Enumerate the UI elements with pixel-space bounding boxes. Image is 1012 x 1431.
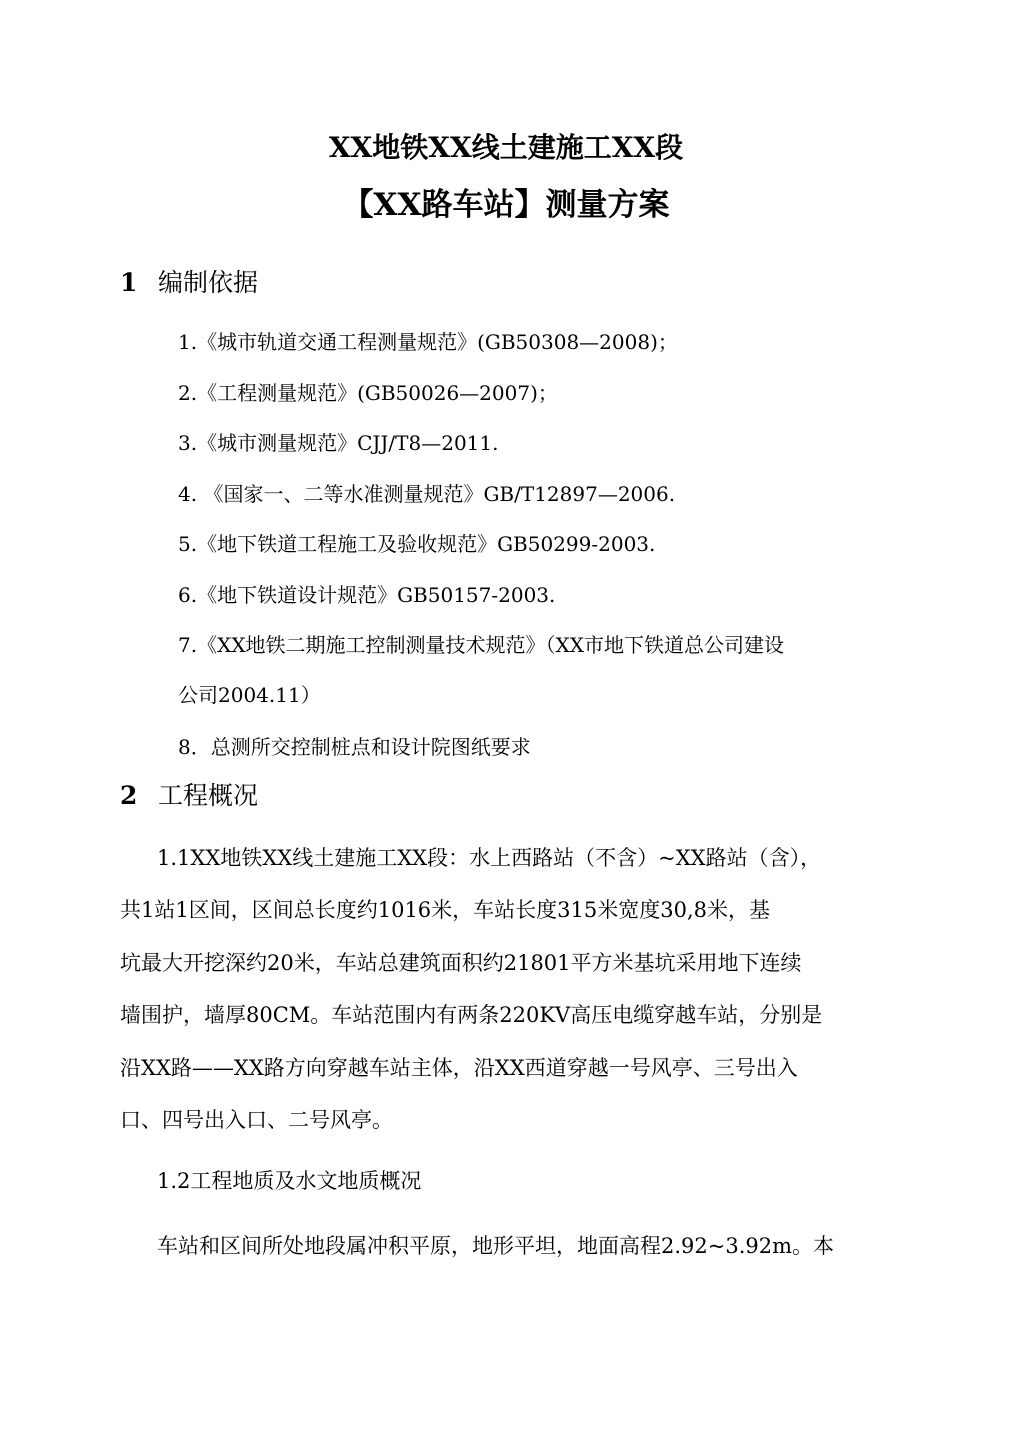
reference-item: 8．总测所交控制桩点和设计院图纸要求 <box>178 735 531 759</box>
reference-item: 4. 《国家一、二等水准测量规范》GB/T12897—2006. <box>178 482 676 506</box>
paragraph-line: 车站和区间所处地段属冲积平原，地形平坦，地面高程2.92~3.92m。本 <box>157 1234 835 1258</box>
reference-item: 1.《城市轨道交通工程测量规范》(GB50308—2008)； <box>178 330 678 354</box>
reference-item: 6.《地下铁道设计规范》GB50157-2003. <box>178 583 556 607</box>
reference-item: 2.《工程测量规范》(GB50026—2007)； <box>178 381 558 405</box>
paragraph-line: 1.1XX地铁XX线土建施工XX段：水上西路站（不含）~XX路站（含）， <box>157 846 822 870</box>
section-2-heading <box>120 778 258 814</box>
reference-item: 5.《地下铁道工程施工及验收规范》GB50299-2003. <box>178 532 656 556</box>
paragraph-line: 坑最大开挖深约20米，车站总建筑面积约21801平方米基坑采用地下连续 <box>120 951 802 975</box>
paragraph-line: 墙围护，墙厚80CM。车站范围内有两条220KV高压电缆穿越车站，分别是 <box>120 1003 823 1027</box>
reference-item: 7.《XX地铁二期施工控制测量技术规范》（XX市地下铁道总公司建设 <box>178 633 785 657</box>
reference-item-continuation: 公司2004.11） <box>178 683 321 707</box>
subsection-heading: 1.2工程地质及水文地质概况 <box>157 1169 422 1193</box>
section-title: 编制依据 <box>158 268 259 297</box>
section-number: 1 <box>120 268 138 297</box>
reference-item: 3.《城市测量规范》CJJ/T8—2011. <box>178 431 499 455</box>
section-title: 工程概况 <box>158 781 259 810</box>
section-1-heading <box>120 265 258 301</box>
paragraph-line: 口、四号出入口、二号风亭。 <box>120 1108 393 1132</box>
paragraph-line: 共1站1区间，区间总长度约1016米，车站长度315米宽度30,8米，基 <box>120 898 771 922</box>
paragraph-line: 沿XX路——XX路方向穿越车站主体，沿XX西道穿越一号风亭、三号出入 <box>120 1056 798 1080</box>
section-number: 2 <box>120 781 138 810</box>
document-subtitle: 【XX路车站】测量方案 <box>342 187 670 223</box>
document-title: XX地铁XX线土建施工XX段 <box>328 131 684 164</box>
